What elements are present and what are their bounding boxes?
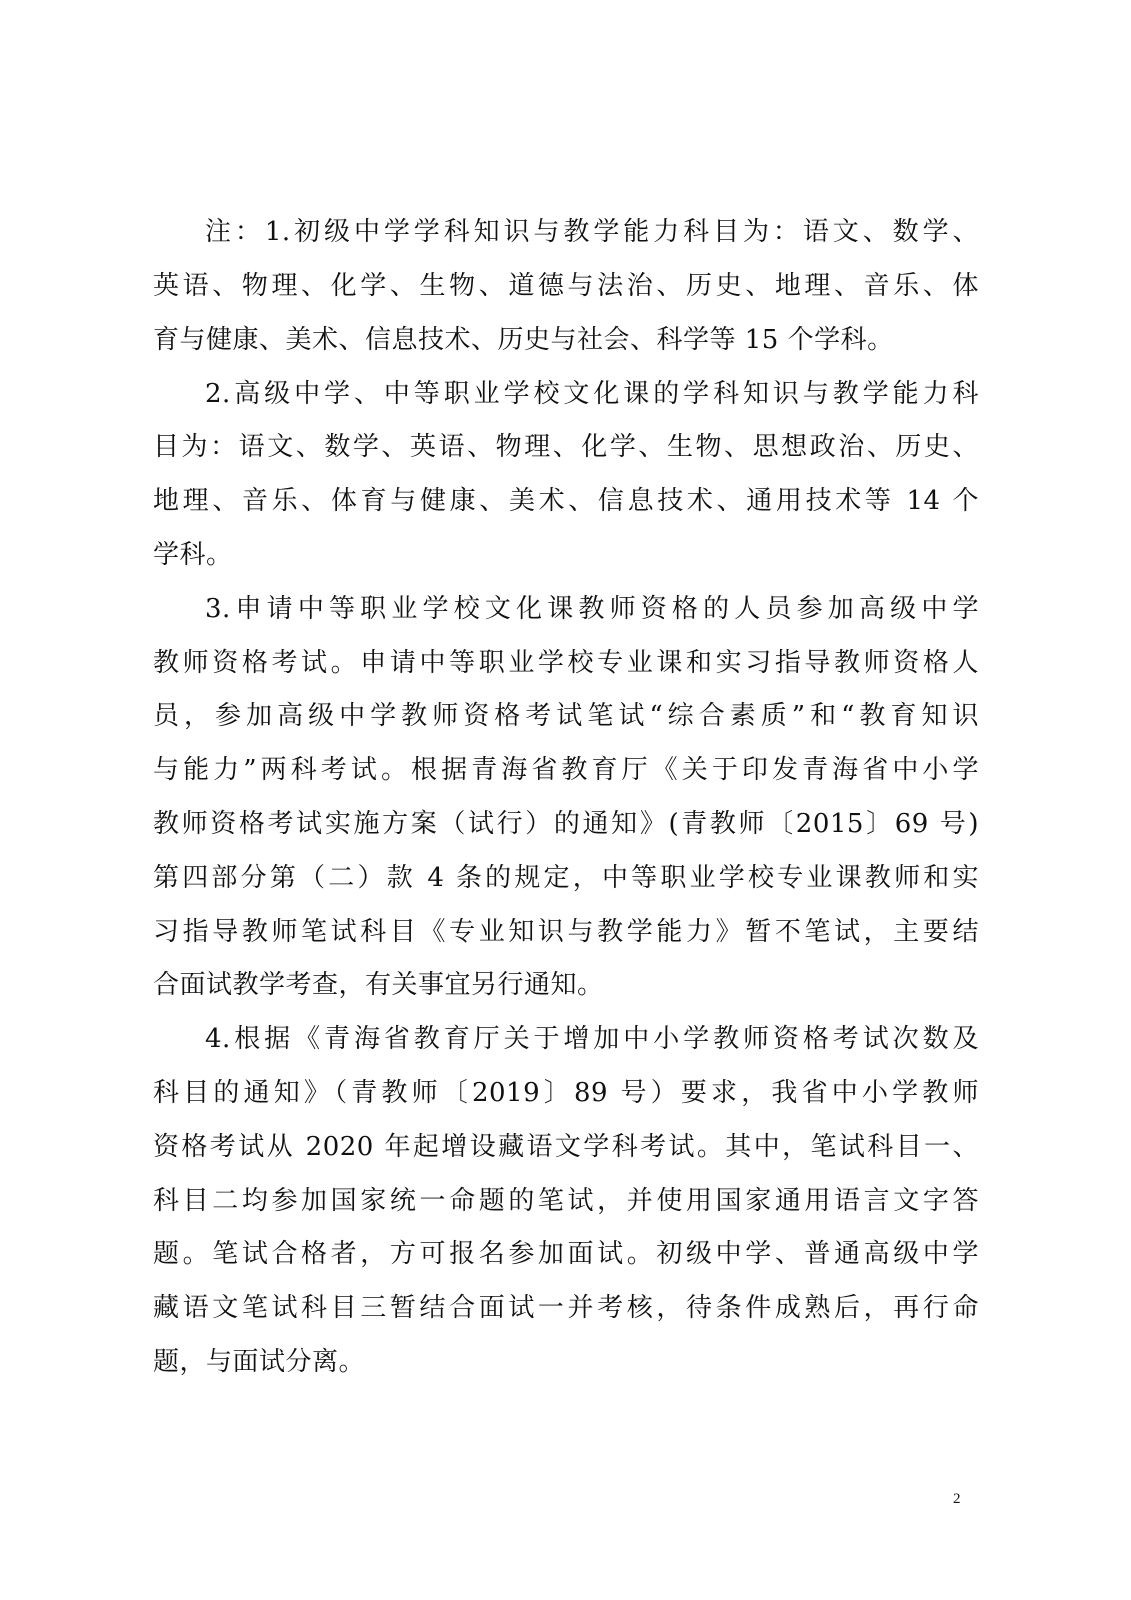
note-4-line-2: 科目的通知》（青教师〔2019〕89 号）要求，我省中小学教师 — [153, 1078, 979, 1108]
note-3-line-4: 与能力”两科考试。根据青海省教育厅《关于印发青海省中小学 — [153, 755, 979, 785]
note-2-line-3: 地理、音乐、体育与健康、美术、信息技术、通用技术等 14 个 — [153, 486, 979, 516]
note-2-line-4: 学科。 — [153, 540, 233, 570]
note-3-line-3: 员，参加高级中学教师资格考试笔试“综合素质”和“教育知识 — [153, 701, 979, 731]
note-4-line-5: 题。笔试合格者，方可报名参加面试。初级中学、普通高级中学 — [153, 1239, 979, 1269]
note-2-line-1: 2.高级中学、中等职业学校文化课的学科知识与教学能力科 — [205, 379, 979, 409]
note-4-line-3: 资格考试从 2020 年起增设藏语文学科考试。其中，笔试科目一、 — [153, 1132, 979, 1162]
note-3-line-8: 合面试教学考查，有关事宜另行通知。 — [153, 970, 604, 1000]
note-1-line-1: 注：1.初级中学学科知识与教学能力科目为：语文、数学、 — [205, 217, 979, 247]
note-4-line-7: 题，与面试分离。 — [153, 1347, 366, 1377]
note-4-line-6: 藏语文笔试科目三暂结合面试一并考核，待条件成熟后，再行命 — [153, 1293, 979, 1323]
page-number: 2 — [953, 1491, 961, 1507]
note-2-line-2: 目为：语文、数学、英语、物理、化学、生物、思想政治、历史、 — [153, 432, 979, 462]
note-4-line-1: 4.根据《青海省教育厅关于增加中小学教师资格考试次数及 — [205, 1024, 979, 1054]
note-3-line-1: 3.申请中等职业学校文化课教师资格的人员参加高级中学 — [205, 594, 979, 624]
note-3-line-5: 教师资格考试实施方案（试行）的通知》(青教师〔2015〕69 号) — [153, 809, 979, 839]
note-3-line-6: 第四部分第（二）款 4 条的规定，中等职业学校专业课教师和实 — [153, 863, 979, 893]
note-3-line-2: 教师资格考试。申请中等职业学校专业课和实习指导教师资格人 — [153, 648, 979, 678]
note-1-line-2: 英语、物理、化学、生物、道德与法治、历史、地理、音乐、体 — [153, 271, 979, 301]
note-4-line-4: 科目二均参加国家统一命题的笔试，并使用国家通用语言文字答 — [153, 1186, 979, 1216]
note-3-line-7: 习指导教师笔试科目《专业知识与教学能力》暂不笔试，主要结 — [153, 917, 979, 947]
note-1-line-3: 育与健康、美术、信息技术、历史与社会、科学等 15 个学科。 — [153, 325, 894, 355]
